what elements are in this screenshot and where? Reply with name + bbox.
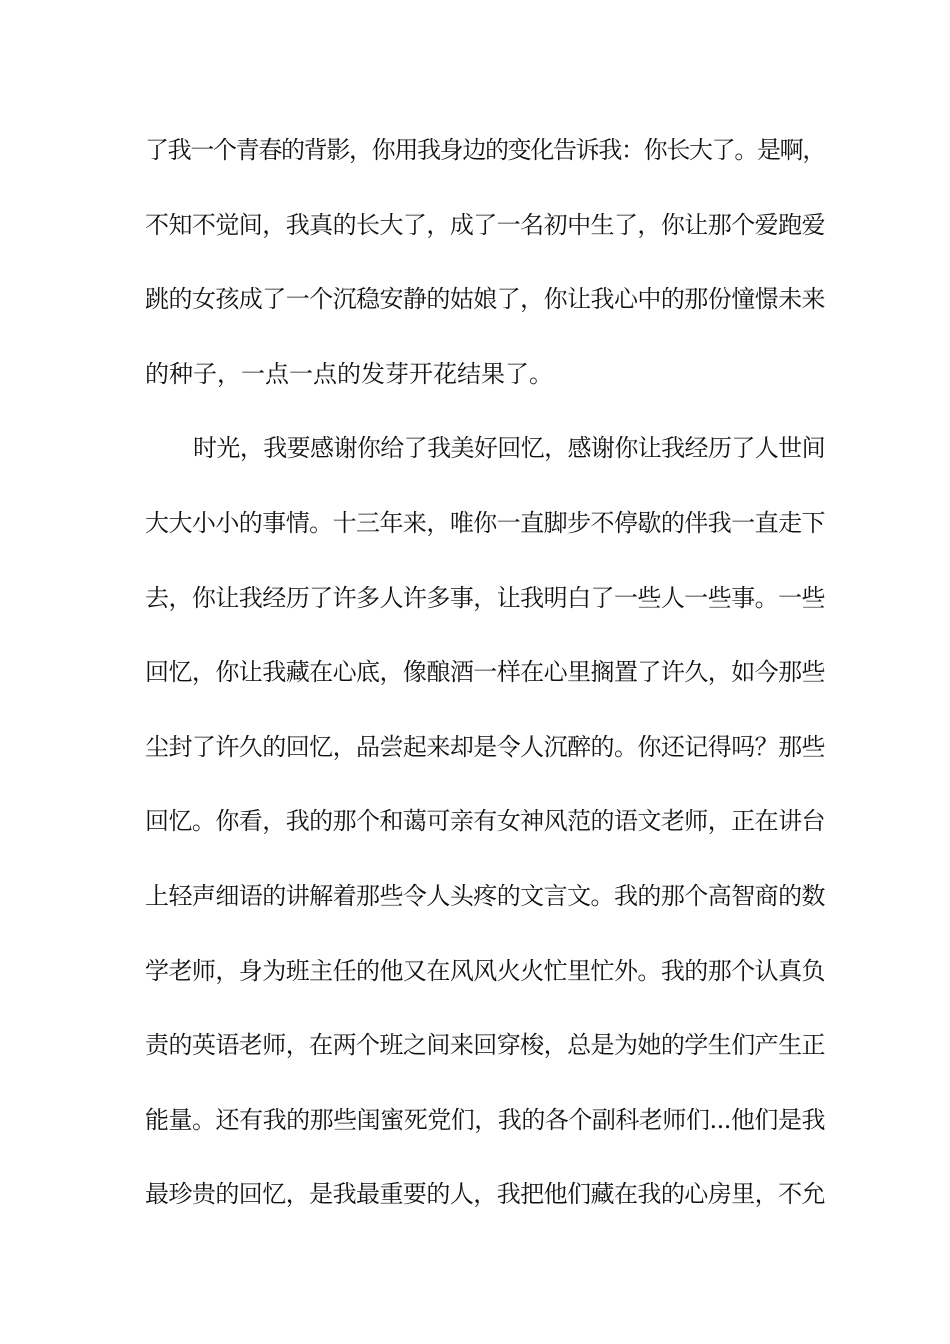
text-line: 回忆。你看，我的那个和蔼可亲有女神风范的语文老师，正在讲台	[145, 807, 825, 836]
text-line: 的种子，一点一点的发芽开花结果了。	[145, 359, 553, 388]
text-line: 能量。还有我的那些闺蜜死党们，我的各个副科老师们...他们是我	[145, 1105, 825, 1134]
text-line: 上轻声细语的讲解着那些令人头疼的文言文。我的那个高智商的数	[145, 881, 825, 910]
text-line: 跳的女孩成了一个沉稳安静的姑娘了，你让我心中的那份憧憬未来	[145, 285, 825, 314]
text-line: 最珍贵的回忆，是我最重要的人，我把他们藏在我的心房里，不允	[145, 1180, 825, 1209]
text-line: 学老师，身为班主任的他又在风风火火忙里忙外。我的那个认真负	[145, 956, 825, 985]
text-line: 责的英语老师，在两个班之间来回穿梭，总是为她的学生们产生正	[145, 1031, 825, 1060]
text-line: 不知不觉间，我真的长大了，成了一名初中生了，你让那个爱跑爱	[145, 210, 825, 239]
text-line: 回忆，你让我藏在心底，像酿酒一样在心里搁置了许久，如今那些	[145, 658, 825, 687]
text-line: 尘封了许久的回忆，品尝起来却是令人沉醉的。你还记得吗？那些	[145, 732, 825, 761]
text-line: 了我一个青春的背影，你用我身边的变化告诉我：你长大了。是啊，	[145, 136, 825, 164]
text-line: 去，你让我经历了许多人许多事，让我明白了一些人一些事。一些	[145, 583, 825, 612]
text-line: 大大小小的事情。十三年来，唯你一直脚步不停歇的伴我一直走下	[145, 508, 825, 537]
paragraph-first-line: 时光，我要感谢你给了我美好回忆，感谢你让我经历了人世间	[193, 434, 825, 463]
body-text	[145, 113, 825, 1232]
